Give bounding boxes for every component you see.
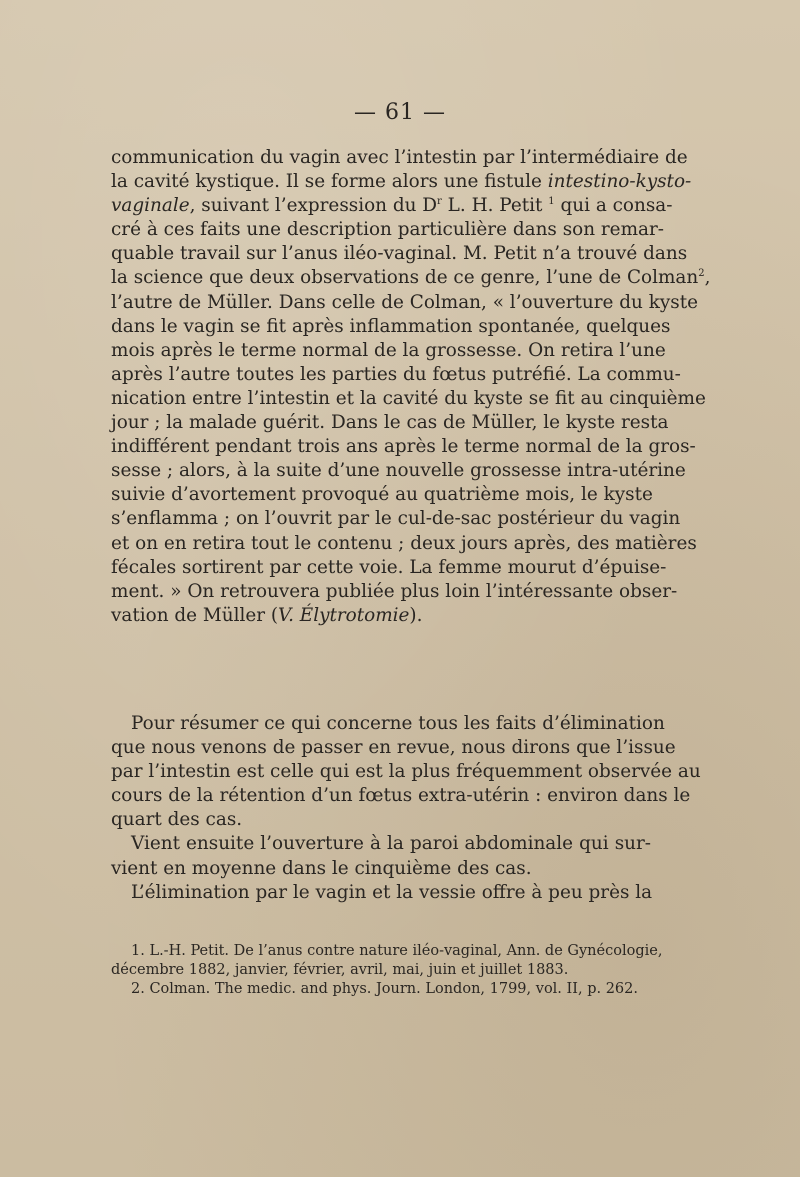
text-line: mois après le terme normal de la grossesse. On retira l’une	[111, 339, 666, 361]
text-line: la science que deux observations de ce genre, l’une de Colman$^2$,	[111, 267, 711, 289]
text-line: l’autre de Müller. Dans celle de Colman, « l’ouverture du kyste	[111, 291, 698, 313]
text-line: quable travail sur l’anus iléo-vaginal. M. Petit n’a trouvé dans	[111, 243, 688, 265]
text-line: par l’intestin est celle qui est la plus fréquemment observée au	[111, 761, 701, 783]
footnotes	[111, 942, 663, 999]
paragraph-summary	[111, 712, 701, 832]
summary-paragraphs	[111, 712, 701, 905]
text-line: vient en moyenne dans le cinquième des cas.	[111, 857, 532, 879]
page-number: — 61 —	[354, 100, 446, 125]
text-line: s’enflamma ; on l’ouvrit par le cul-de-sac postérieur du vagin	[111, 508, 681, 530]
footnote-1-continued: décembre 1882, janvier, février, avril, mai, juin et juillet 1883.	[111, 962, 569, 978]
text-line: ment. » On retrouvera publiée plus loin l’intéressante obser-	[111, 580, 678, 602]
text-line: sesse ; alors, à la suite d’une nouvelle grossesse intra-utérine	[111, 460, 686, 482]
text-line: suivie d’avortement provoqué au quatrième mois, le kyste	[111, 484, 653, 506]
footnote-2: 2. Colman. The medic. and phys. Journ. London, 1799, vol. II, p. 262.	[131, 981, 638, 997]
text-line: quart des cas.	[111, 809, 243, 831]
text-line: la cavité kystique. Il se forme alors une fistule intestino-kysto-	[111, 171, 692, 193]
paragraph-vagina-bladder	[111, 881, 651, 905]
text-line: jour ; la malade guérit. Dans le cas de Müller, le kyste resta	[111, 412, 669, 434]
text-line: Pour résumer ce qui concerne tous les faits d’élimination	[131, 713, 665, 734]
paragraph-abdominal-wall	[111, 832, 651, 880]
text-line: L’élimination par le vagin et la vessie offre à peu près la	[131, 881, 653, 903]
paragraph-intestinal-fistula	[111, 146, 711, 628]
text-line: cours de la rétention d’un fœtus extra-utérin : environ dans le	[111, 785, 691, 807]
text-line: cré à ces faits une description particulière dans son remar-	[111, 219, 664, 241]
text-line: que nous venons de passer en revue, nous dirons que l’issue	[111, 737, 676, 759]
text-line: indifférent pendant trois ans après le terme normal de la gros-	[111, 436, 696, 458]
text-line: communication du vagin avec l’intestin par l’intermédiaire de	[111, 147, 688, 168]
text-line: vaginale, suivant l’expression du $D^r$ L. H. Petit $^1$ qui a consa-	[111, 195, 673, 217]
text-line: fécales sortirent par cette voie. La femme mourut d’épuise-	[111, 556, 667, 578]
footnote-1: 1. L.-H. Petit. De l’anus contre nature iléo-vaginal, Ann. de Gynécologie,	[131, 943, 663, 959]
text-line: nication entre l’intestin et la cavité du kyste se fit au cinquième	[111, 387, 706, 409]
text-line: et on en retira tout le contenu ; deux jours après, des matières	[111, 532, 697, 554]
text-line: après l’autre toutes les parties du fœtus putréfié. La commu-	[111, 363, 681, 385]
text-line: Vient ensuite l’ouverture à la paroi abdominale qui sur-	[131, 833, 651, 855]
text-line: vation de Müller (V. Élytrotomie).	[111, 604, 423, 626]
text-line: dans le vagin se fit après inflammation spontanée, quelques	[111, 315, 671, 337]
